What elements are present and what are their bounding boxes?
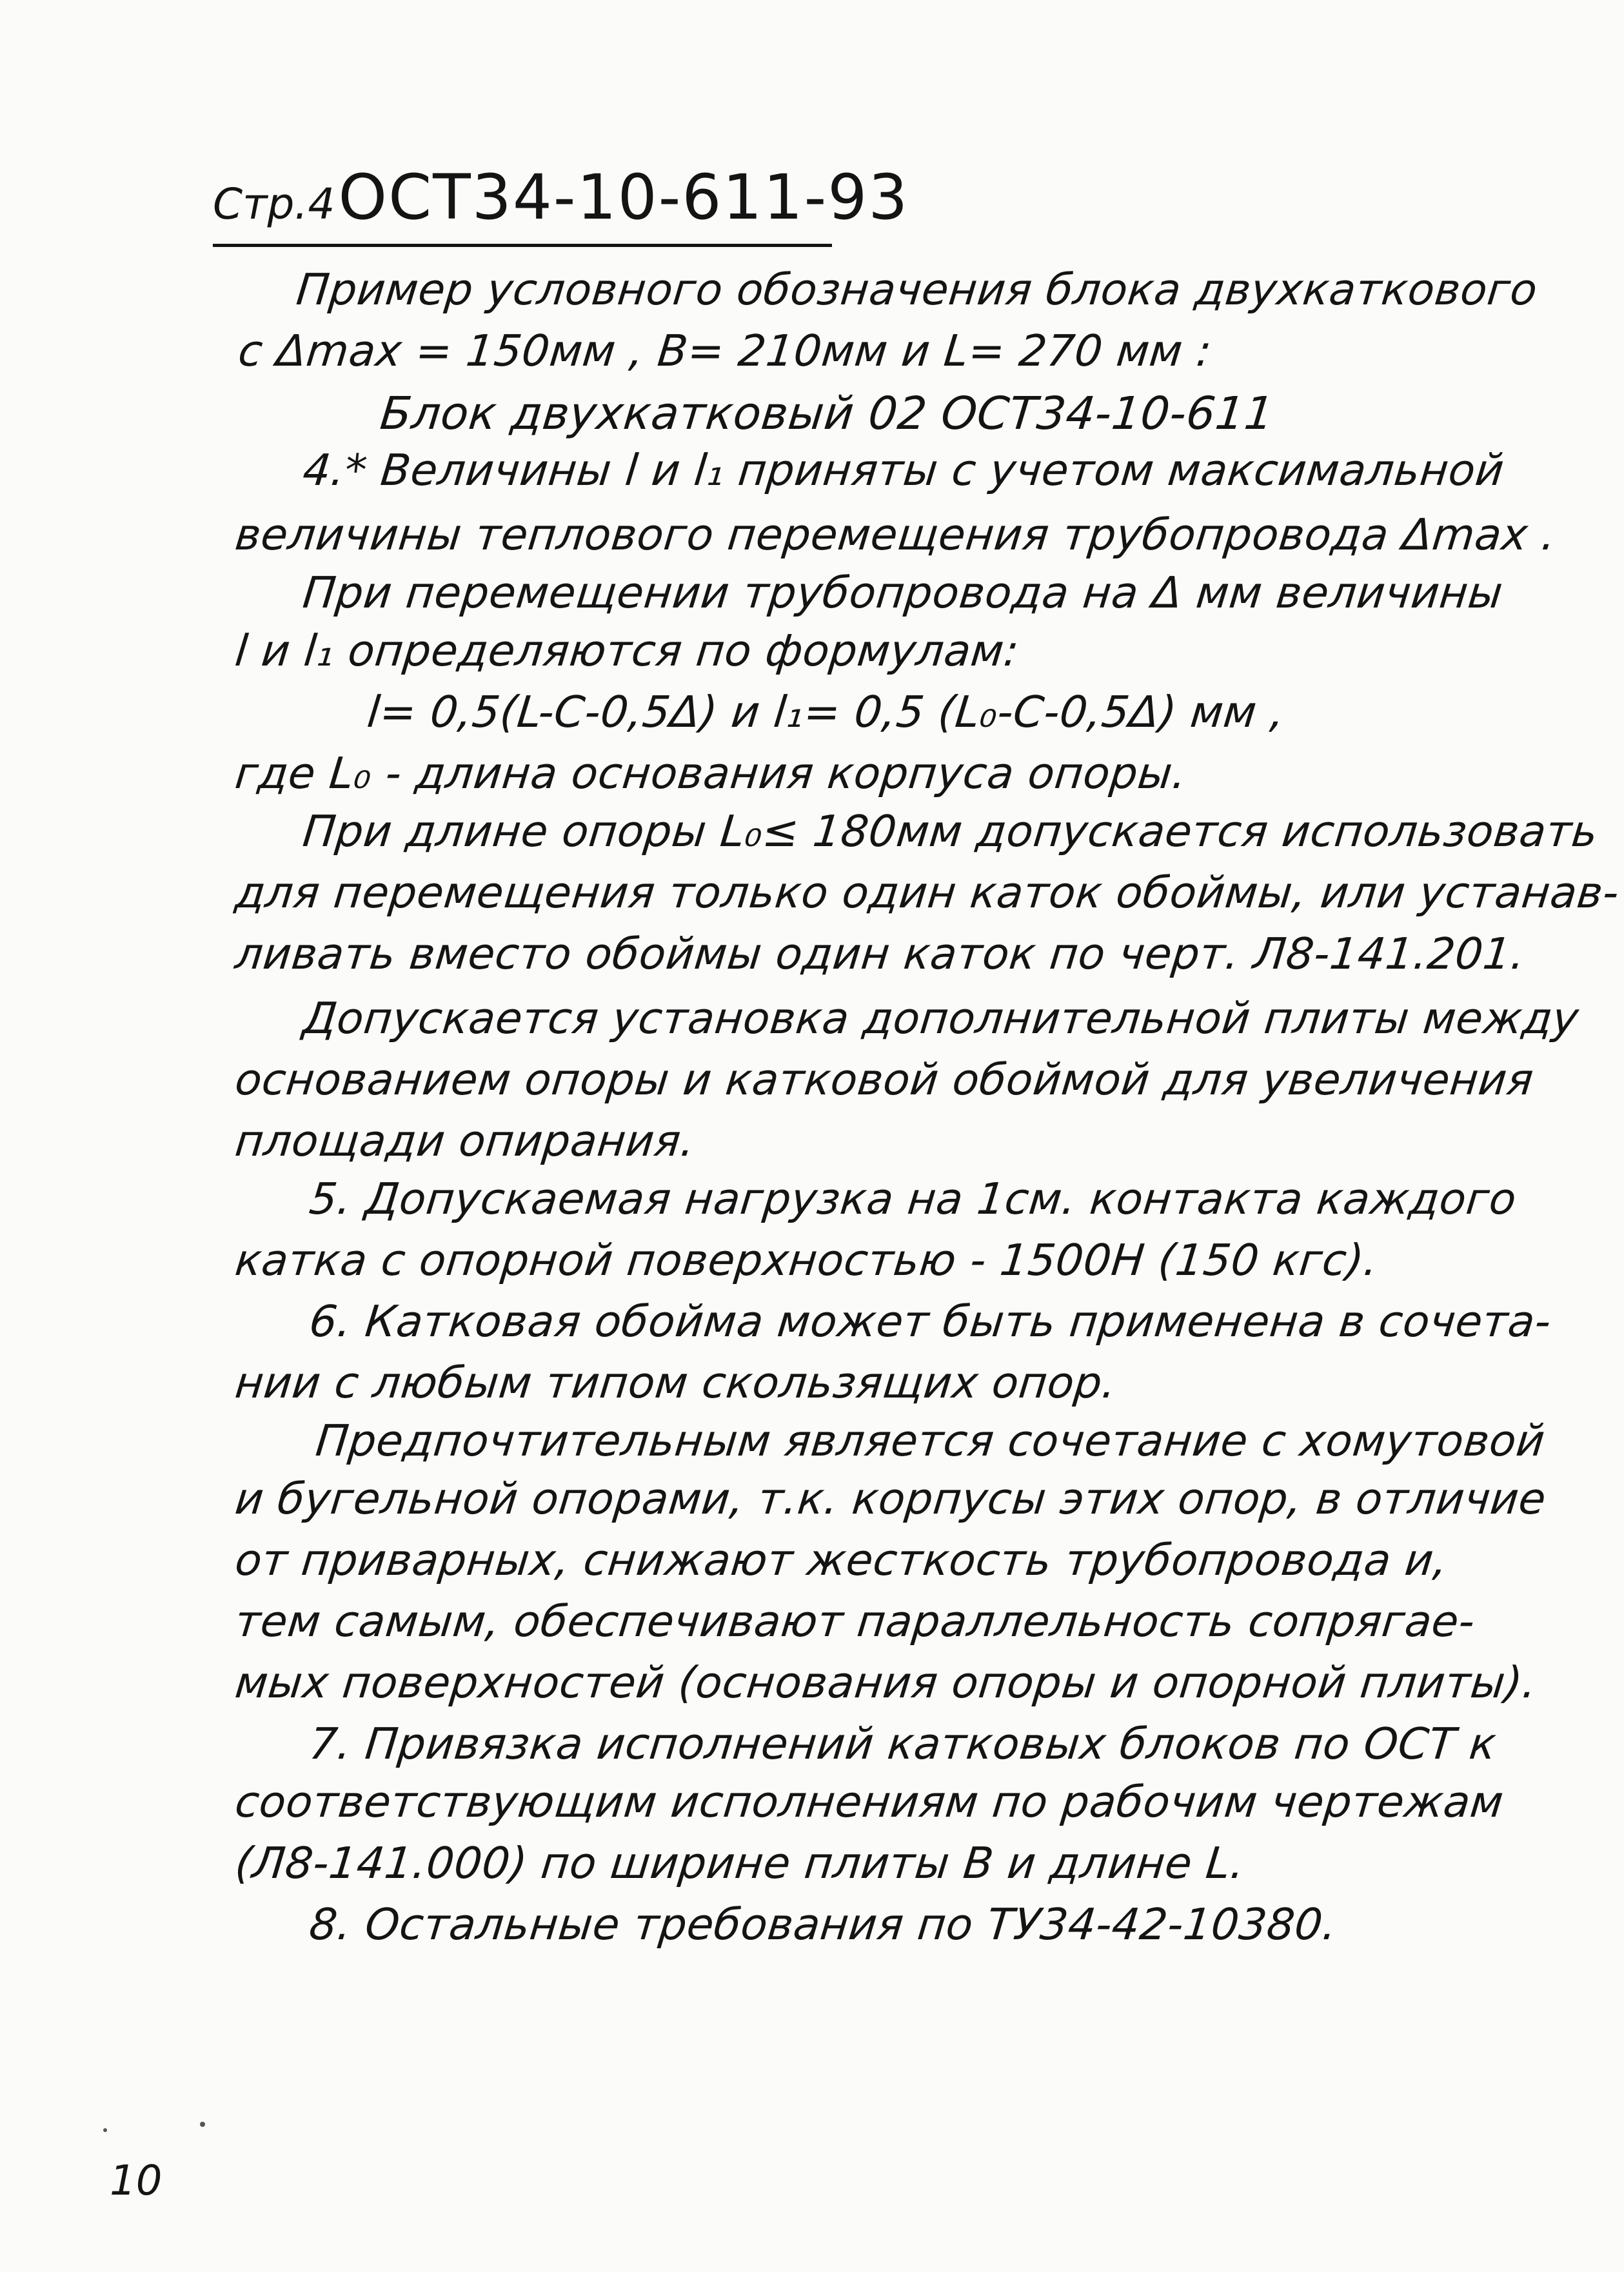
text-line-24: мых поверхностей (основания опоры и опорной плиты). xyxy=(232,1657,1540,1708)
text-line-25: 7. Привязка исполнений катковых блоков по ОСТ к xyxy=(306,1719,1499,1769)
designation-example: Блок двухкатковый 02 ОСТ34-10-611 xyxy=(377,387,1277,440)
text-line-5: величины теплового перемещения трубопровода Δmax . xyxy=(232,509,1559,560)
text-line-19: нии с любым типом скользящих опор. xyxy=(232,1358,1119,1408)
formula-line: l= 0,5(L-C-0,5Δ) и l₁= 0,5 (L₀-C-0,5Δ) мм , xyxy=(364,687,1288,737)
text-line-27: (Л8-141.000) по ширине плиты В и длине L. xyxy=(232,1838,1247,1888)
text-line-14: основанием опоры и катковой обоймой для увеличения xyxy=(232,1054,1536,1105)
text-line-6: При перемещении трубопровода на Δ мм величины xyxy=(300,568,1506,618)
text-line-9: где L₀ - длина основания корпуса опоры. xyxy=(232,748,1189,798)
text-line-18: 6. Катковая обойма может быть применена в сочета- xyxy=(306,1296,1554,1347)
page-label: Стр.4 xyxy=(213,179,335,229)
scan-speck xyxy=(200,2122,205,2127)
text-line-26: соответствующим исполнениям по рабочим чертежам xyxy=(232,1777,1507,1827)
text-line-23: тем самым, обеспечивают параллельность сопрягае- xyxy=(232,1596,1478,1646)
document-code: ОСТ34-10-611-93 xyxy=(338,161,909,233)
text-line-20: Предпочтительным является сочетание с хомутовой xyxy=(313,1416,1548,1466)
text-line-22: от приварных, снижают жесткость трубопровода и, xyxy=(232,1535,1451,1585)
text-line-28: 8. Остальные требования по ТУ34-42-10380. xyxy=(306,1899,1340,1950)
text-line-11: для перемещения только один каток обоймы, или устанав- xyxy=(232,867,1622,918)
text-line-16: 5. Допускаемая нагрузка на 1см. контакта каждого xyxy=(306,1174,1519,1224)
text-line-4: 4.* Величины l и l₁ приняты с учетом максимальной xyxy=(300,445,1507,495)
text-line-7: l и l₁ определяются по формулам: xyxy=(232,626,1022,676)
text-line-17: катка с опорной поверхностью - 1500Н (150 кгс). xyxy=(232,1235,1381,1285)
text-line-1: Пример условного обозначения блока двухкаткового xyxy=(293,264,1540,315)
page-header xyxy=(213,161,909,233)
header-underline xyxy=(213,244,832,247)
text-line-12: ливать вместо обоймы один каток по черт. Л8-141.201. xyxy=(232,929,1528,979)
page-number: 10 xyxy=(110,2157,163,2205)
text-line-15: площади опирания. xyxy=(232,1116,698,1166)
scan-speck xyxy=(103,2128,107,2132)
text-line-2: с Δmax = 150мм , В= 210мм и L= 270 мм : xyxy=(235,326,1214,376)
text-line-21: и бугельной опорами, т.к. корпусы этих опор, в отличие xyxy=(232,1474,1549,1524)
text-line-13: Допускается установка дополнительной плиты между xyxy=(300,993,1581,1043)
text-line-10: При длине опоры L₀≤ 180мм допускается использовать xyxy=(300,806,1601,856)
